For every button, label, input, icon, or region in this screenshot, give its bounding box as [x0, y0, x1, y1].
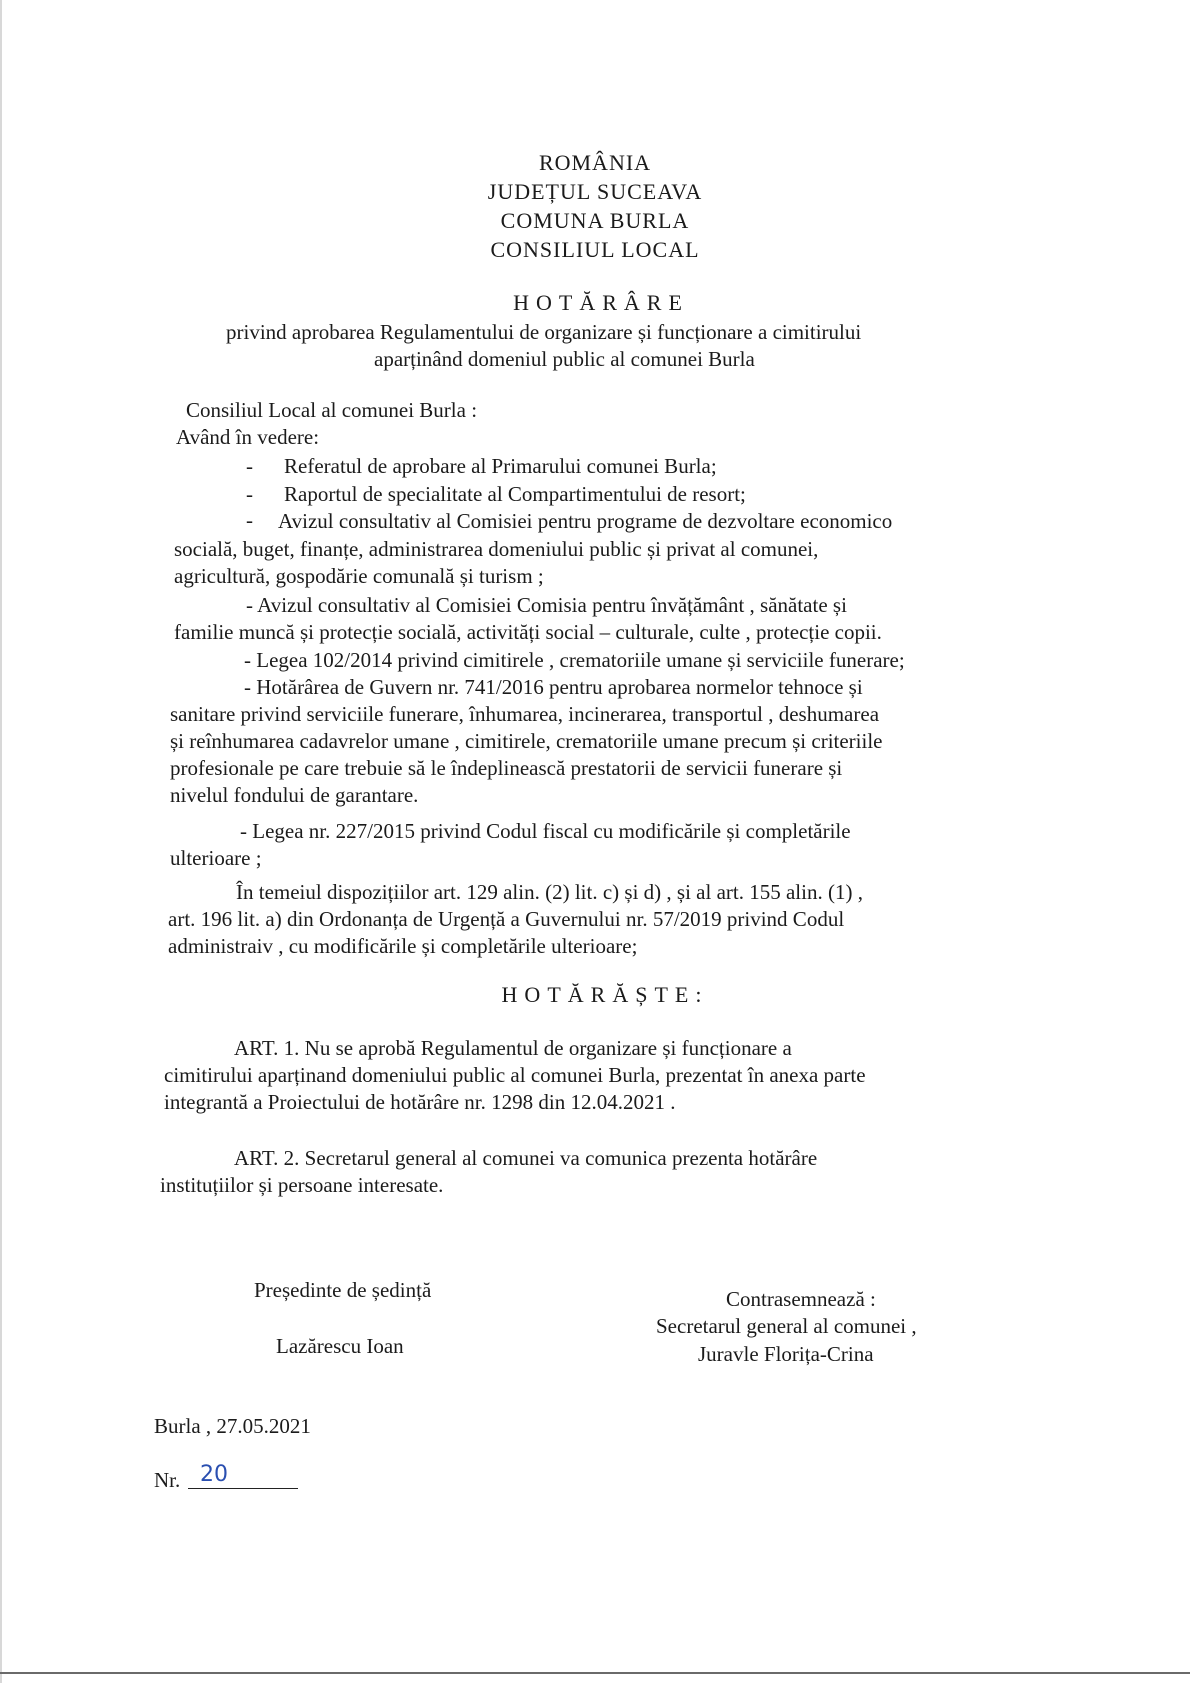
- secretary-role: Secretarul general al comunei ,: [656, 1314, 917, 1338]
- list-dash: -: [246, 454, 253, 478]
- list-dash: -: [246, 482, 253, 506]
- hg-line1: - Hotărârea de Guvern nr. 741/2016 pentru aprobarea normelor tehnoce și: [244, 675, 863, 699]
- number-value: 20: [200, 1462, 228, 1487]
- header-country: ROMÂNIA: [538, 150, 652, 175]
- article-2-line1: ART. 2. Secretarul general al comunei va comunica prezenta hotărâre: [234, 1146, 818, 1170]
- aviz1-line3: agricultură, gospodărie comunală și turism ;: [174, 564, 544, 588]
- list-dash: -: [246, 508, 253, 532]
- hg-line4: profesionale pe care trebuie să le îndeplinească prestatorii de servicii funerare și: [170, 756, 843, 780]
- number-underline: [188, 1488, 298, 1489]
- scan-bottom-edge: [0, 1672, 1190, 1674]
- president-title: Președinte de ședință: [254, 1278, 432, 1302]
- legal-basis-line2: art. 196 lit. a) din Ordonanța de Urgență a Guvernului nr. 57/2019 privind Codul: [168, 907, 845, 931]
- number-label: Nr.: [154, 1468, 181, 1492]
- aviz1-line1: Avizul consultativ al Comisiei pentru programe de dezvoltare economico: [278, 509, 893, 533]
- decision-heading: HOTĂRÂRE: [513, 290, 689, 315]
- law-102-2014: - Legea 102/2014 privind cimitirele , crematoriile umane și serviciile funerare;: [244, 648, 905, 672]
- considering-label: Având în vedere:: [176, 425, 320, 449]
- council-line: Consiliul Local al comunei Burla :: [186, 398, 478, 422]
- article-1-line3: integrantă a Proiectului de hotărâre nr. 1298 din 12.04.2021 .: [164, 1090, 676, 1114]
- legal-basis-line3: administraiv , cu modificările și completările ulterioare;: [168, 934, 638, 958]
- list-item-raport: Raportul de specialitate al Compartimentului de resort;: [284, 482, 746, 506]
- header-commune: COMUNA BURLA: [500, 208, 690, 233]
- hg-line5: nivelul fondului de garantare.: [170, 783, 419, 807]
- legal-basis-line1: În temeiul dispozițiilor art. 129 alin. (2) lit. c) și d) , și al art. 155 alin. (1) ,: [236, 880, 863, 904]
- article-1-line2: cimitirului aparținand domeniului public al comunei Burla, prezentat în anexa parte: [164, 1063, 866, 1087]
- article-2-line2: instituțiilor și persoane interesate.: [160, 1173, 444, 1197]
- decision-subject-line1: privind aprobarea Regulamentului de organizare și funcționare a cimitirului: [226, 320, 862, 344]
- countersign-title: Contrasemnează :: [726, 1287, 876, 1311]
- header-council: CONSILIUL LOCAL: [490, 237, 700, 262]
- decides-heading: HOTĂRĂȘTE:: [501, 982, 709, 1007]
- list-item-referat: Referatul de aprobare al Primarului comunei Burla;: [284, 454, 717, 478]
- aviz2-line1: - Avizul consultativ al Comisiei Comisia pentru învățământ , sănătate și: [246, 593, 847, 617]
- secretary-name: Juravle Florița-Crina: [698, 1342, 874, 1366]
- place-date: Burla , 27.05.2021: [154, 1414, 311, 1438]
- aviz2-line2: familie muncă și protecție socială, activități social – culturale, culte , protecție copii.: [174, 620, 882, 644]
- hg-line2: sanitare privind serviciile funerare, înhumarea, incinerarea, transportul , deshumarea: [170, 702, 880, 726]
- law-227-line2: ulterioare ;: [170, 846, 262, 870]
- aviz1-line2: socială, buget, finanțe, administrarea domeniului public și privat al comunei,: [174, 537, 819, 561]
- hg-line3: și reînhumarea cadavrelor umane , cimitirele, crematoriile umane precum și criteriile: [170, 729, 883, 753]
- president-name: Lazărescu Ioan: [276, 1334, 404, 1358]
- law-227-line1: - Legea nr. 227/2015 privind Codul fiscal cu modificările și completările: [240, 819, 851, 843]
- header-county: JUDEȚUL SUCEAVA: [487, 179, 703, 204]
- decision-subject-line2: aparținând domeniul public al comunei Burla: [374, 347, 755, 371]
- article-1-line1: ART. 1. Nu se aprobă Regulamentul de organizare și funcționare a: [234, 1036, 792, 1060]
